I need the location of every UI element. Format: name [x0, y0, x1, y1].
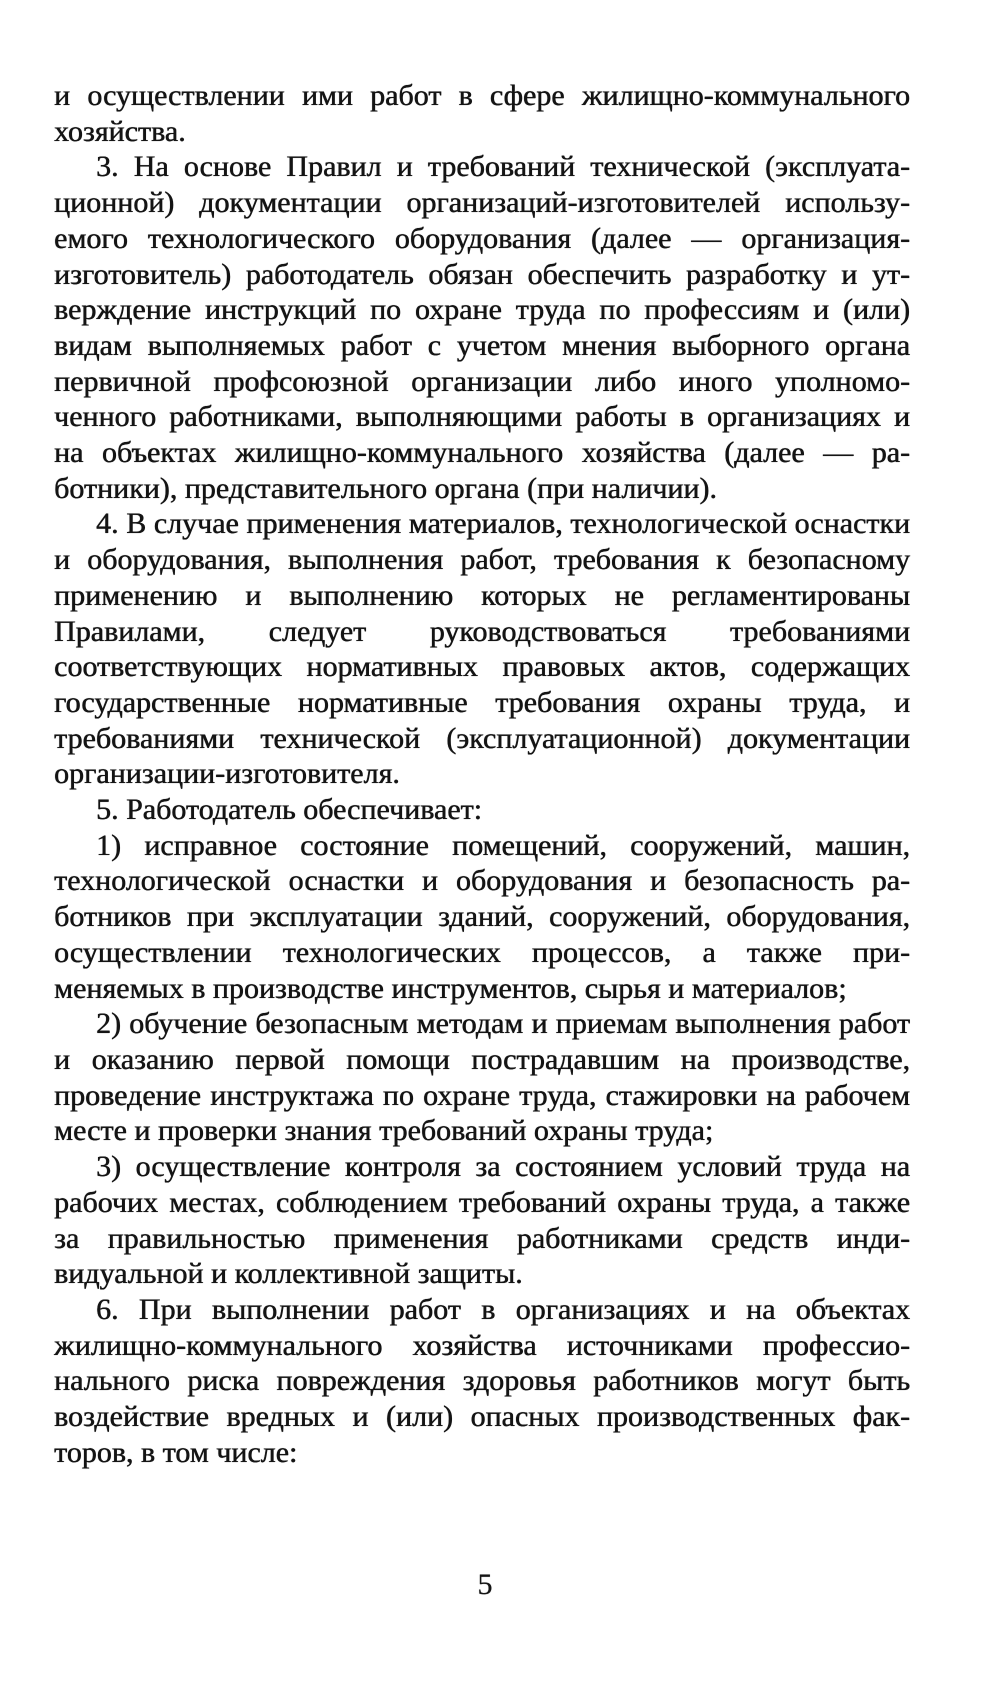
body-text: [54, 78, 910, 1470]
paragraph-item-4: 4. В случае применения материалов, технологической оснастки и оборудования, выполнения работ, требования к безопасному применению и выполнению которых не регламентированы Правилами, следует руководствоваться требованиями соответствующих нормативных правовых актов, содержащих государственные нормативные требования охраны труда, и требованиями технической (эксплуатационной) документации организации-изготовителя.: [54, 507, 910, 791]
paragraph-item-5: 5. Работодатель обеспечивает:: [96, 793, 482, 827]
page-number: 5: [477, 1568, 493, 1601]
paragraph-subitem-1: 1) исправное состояние помещений, сооружений, машин, технологической оснастки и оборудования и безопасность работников при эксплуатации зданий, сооружений, оборудования, осуществлении технологических процессов, а также применяемых в производстве инструментов, сырья и материалов;: [54, 828, 910, 1005]
paragraph-item-3: 3. На основе Правил и требований технической (эксплуатационной) документации организаций-изготовителей используемого технологического оборудования (далее — организация-изготовитель) работодатель обязан обеспечить разработку и утверждение инструкций по охране труда по профессиям и (или) видам выполняемых работ с учетом мнения выборного органа первичной профсоюзной организации либо иного уполномоченного работниками, выполняющими работы в организациях и на объектах жилищно-коммунального хозяйства (далее — работники), представительного органа (при наличии).: [54, 150, 910, 505]
paragraph-item-6: 6. При выполнении работ в организациях и на объектах жилищно-коммунального хозяйства источниками профессионального риска повреждения здоровья работников могут быть воздействие вредных и (или) опасных производственных факторов, в том числе:: [54, 1292, 910, 1469]
paragraph-subitem-3: 3) осуществление контроля за состоянием условий труда на рабочих местах, соблюдением требований охраны труда, а также за правильностью применения работниками средств индивидуальной и коллективной защиты.: [54, 1150, 910, 1291]
paragraph-subitem-2: 2) обучение безопасным методам и приемам выполнения работ и оказанию первой помощи пострадавшим на производстве, проведение инструктажа по охране труда, стажировки на рабочем месте и проверки знания требований охраны труда;: [54, 1007, 910, 1148]
paragraph-continuation: и осуществлении ими работ в сфере жилищно-коммунального хозяйства.: [54, 79, 910, 148]
